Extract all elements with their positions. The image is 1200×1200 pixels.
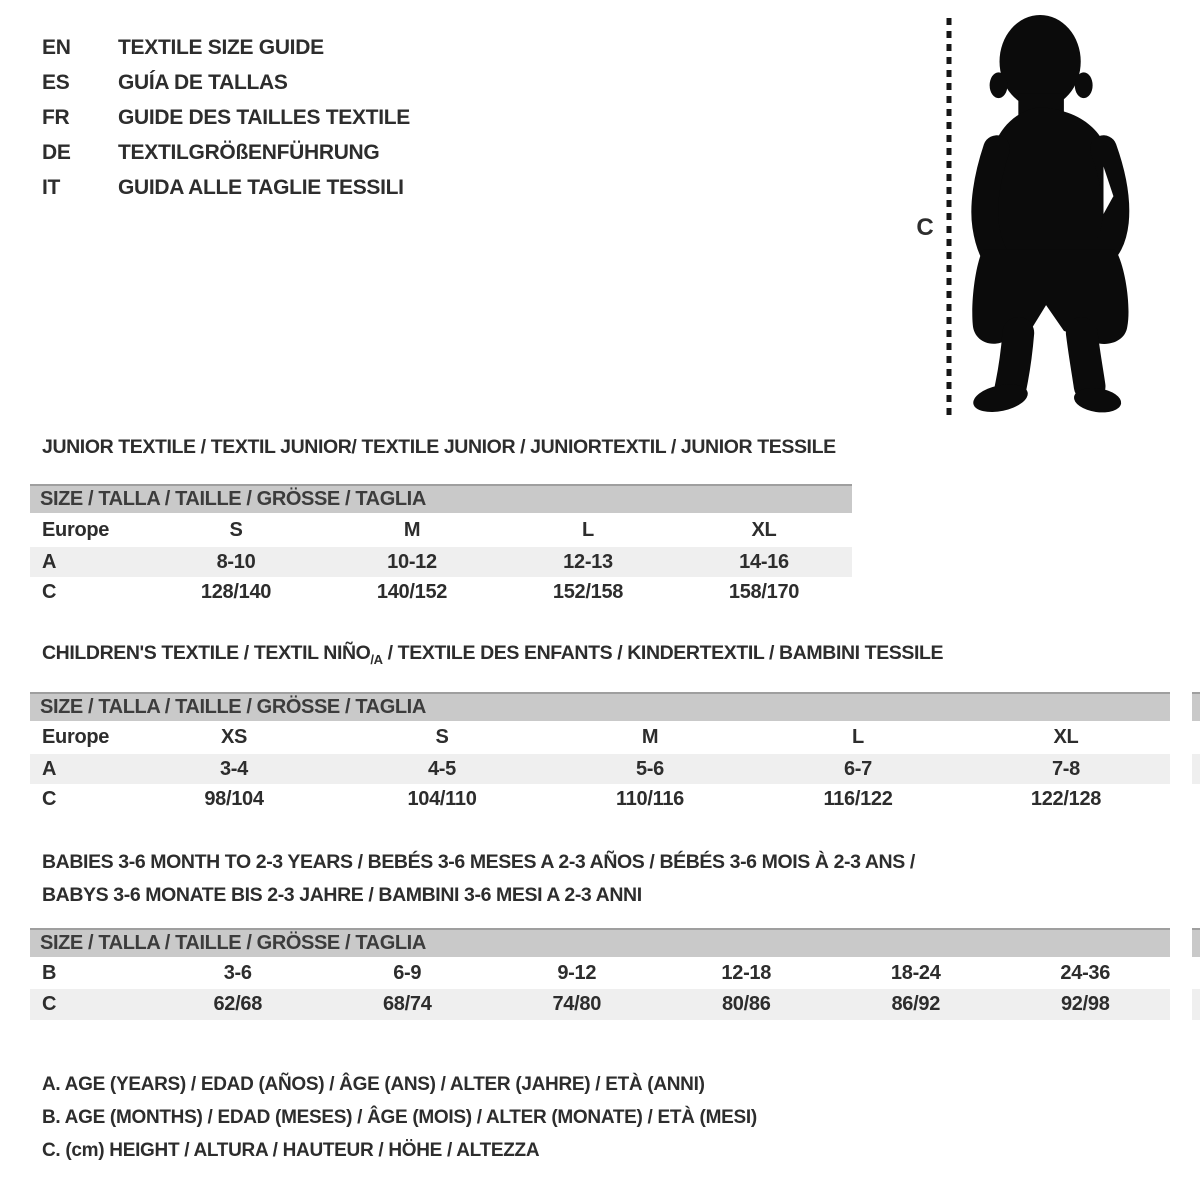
note-c: C. (cm) HEIGHT / ALTURA / HAUTEUR / HÖHE / ALTEZZA [42,1140,540,1161]
table-cell: 86/92 [891,993,941,1015]
leg-left [1010,333,1018,388]
table-cell: XS [220,726,248,748]
table-cell: 5-6 [635,757,664,780]
table-cell: 12-18 [721,961,772,984]
lang-row-es [42,65,410,100]
table-row [30,721,1170,754]
table-edge-artifact [1192,989,1200,1020]
table-row [30,957,1170,989]
children-size-table [30,692,1170,814]
table-cell: 6-7 [843,757,872,780]
lang-code: IT [42,175,61,199]
table-cell: 3-6 [223,961,252,984]
row-label: B [42,961,57,984]
table-cell: 80/86 [721,993,771,1015]
lang-title: TEXTILE SIZE GUIDE [118,35,324,59]
junior-section-title: JUNIOR TEXTILE / TEXTIL JUNIOR/ TEXTILE JUNIOR / JUNIORTEXTIL / JUNIOR TESSILE [42,436,836,458]
table-cell: 152/158 [552,580,624,603]
table-cell: 9-12 [557,961,597,984]
ear-right [1075,72,1093,98]
row-label: C [42,580,57,603]
table-row [30,547,852,577]
table-cell: 24-36 [1060,961,1111,984]
height-measure-label: C [916,214,934,241]
size-header-bar: SIZE / TALLA / TAILLE / GRÖSSE / TAGLIA [30,484,852,513]
table-cell: 158/170 [728,580,800,603]
table-cell: S [229,518,243,541]
height-measure-dashed-line [944,16,956,418]
table-cell: M [403,518,421,541]
table-cell: 12-13 [563,550,613,573]
size-header-bar: SIZE / TALLA / TAILLE / GRÖSSE / TAGLIA [30,692,1170,721]
table-cell: XL [751,518,777,541]
toddler-silhouette-icon [958,12,1148,418]
table-row [30,784,1170,814]
table-cell: 92/98 [1060,993,1110,1015]
table-cell: 4-5 [427,757,456,780]
table-cell: XL [1053,726,1079,748]
lang-row-it [42,170,410,205]
row-label: A [42,550,57,573]
table-cell: 10-12 [387,550,437,573]
table-cell: L [852,726,864,748]
leg-right [1082,333,1090,386]
table-row [30,577,852,607]
table-cell: 140/152 [376,580,448,603]
lang-title: GUIDE DES TAILLES TEXTILE [118,105,410,129]
language-title-list [42,30,410,205]
table-cell: 3-4 [219,757,248,780]
babies-section-title [42,846,915,912]
row-label: Europe [42,726,110,748]
lang-row-en [42,30,410,65]
table-cell: 110/116 [616,787,684,810]
table-cell: 62/68 [213,993,263,1015]
table-cell: 74/80 [552,993,602,1015]
babies-title-line1: BABIES 3-6 MONTH TO 2-3 YEARS / BEBÉS 3-6 MESES A 2-3 AÑOS / BÉBÉS 3-6 MOIS À 2-3 ANS / [42,851,915,873]
legend-notes [42,1068,757,1167]
lang-code: EN [42,35,71,59]
lang-row-fr [42,100,410,135]
table-cell: S [435,726,449,748]
babies-size-table [30,928,1170,1020]
lang-code: FR [42,105,70,129]
lang-row-de [42,135,410,170]
table-cell: 6-9 [393,961,422,984]
row-label: Europe [42,518,110,541]
note-a: A. AGE (YEARS) / EDAD (AÑOS) / ÂGE (ANS) / ALTER (JAHRE) / ETÀ (ANNI) [42,1074,705,1095]
table-row [30,754,1170,784]
table-cell: 68/74 [382,993,432,1015]
size-header-bar: SIZE / TALLA / TAILLE / GRÖSSE / TAGLIA [30,928,1170,957]
children-title-subscript: /A [370,651,383,667]
lang-code: DE [42,140,71,164]
table-cell: 98/104 [204,787,264,810]
shorts [972,250,1128,344]
row-label: A [42,757,57,780]
table-row [30,513,852,547]
torso [985,107,1116,261]
row-label: C [42,993,57,1015]
table-edge-artifact [1192,928,1200,957]
table-edge-artifact [1192,692,1200,721]
table-edge-artifact [1192,754,1200,784]
lang-title: TEXTILGRÖßENFÜHRUNG [118,140,380,164]
table-cell: 8-10 [216,550,256,573]
row-label: C [42,787,57,810]
lang-title: GUÍA DE TALLAS [118,70,288,94]
babies-title-line2: BABYS 3-6 MONATE BIS 2-3 JAHRE / BAMBINI 3-6 MESI A 2-3 ANNI [42,884,642,906]
note-b: B. AGE (MONTHS) / EDAD (MESES) / ÂGE (MOIS) / ALTER (MONATE) / ETÀ (MESI) [42,1107,757,1128]
table-cell: 7-8 [1051,757,1080,780]
children-title-main: CHILDREN'S TEXTILE / TEXTIL NIÑO [42,642,371,664]
table-cell: L [582,518,594,541]
table-cell: 128/140 [200,580,272,603]
junior-size-table [30,484,852,607]
table-cell: 14-16 [739,550,789,573]
table-cell: 122/128 [1030,787,1102,810]
table-cell: 104/110 [407,787,477,810]
lang-title: GUIDA ALLE TAGLIE TESSILI [118,175,404,199]
table-cell: 18-24 [890,961,941,984]
table-row [30,989,1170,1020]
table-cell: M [641,726,659,748]
ear-left [990,72,1008,98]
lang-code: ES [42,70,70,94]
children-section-title [42,643,943,670]
table-cell: 116/122 [823,787,893,810]
children-title-rest: / TEXTILE DES ENFANTS / KINDERTEXTIL / BAMBINI TESSILE [382,642,944,664]
